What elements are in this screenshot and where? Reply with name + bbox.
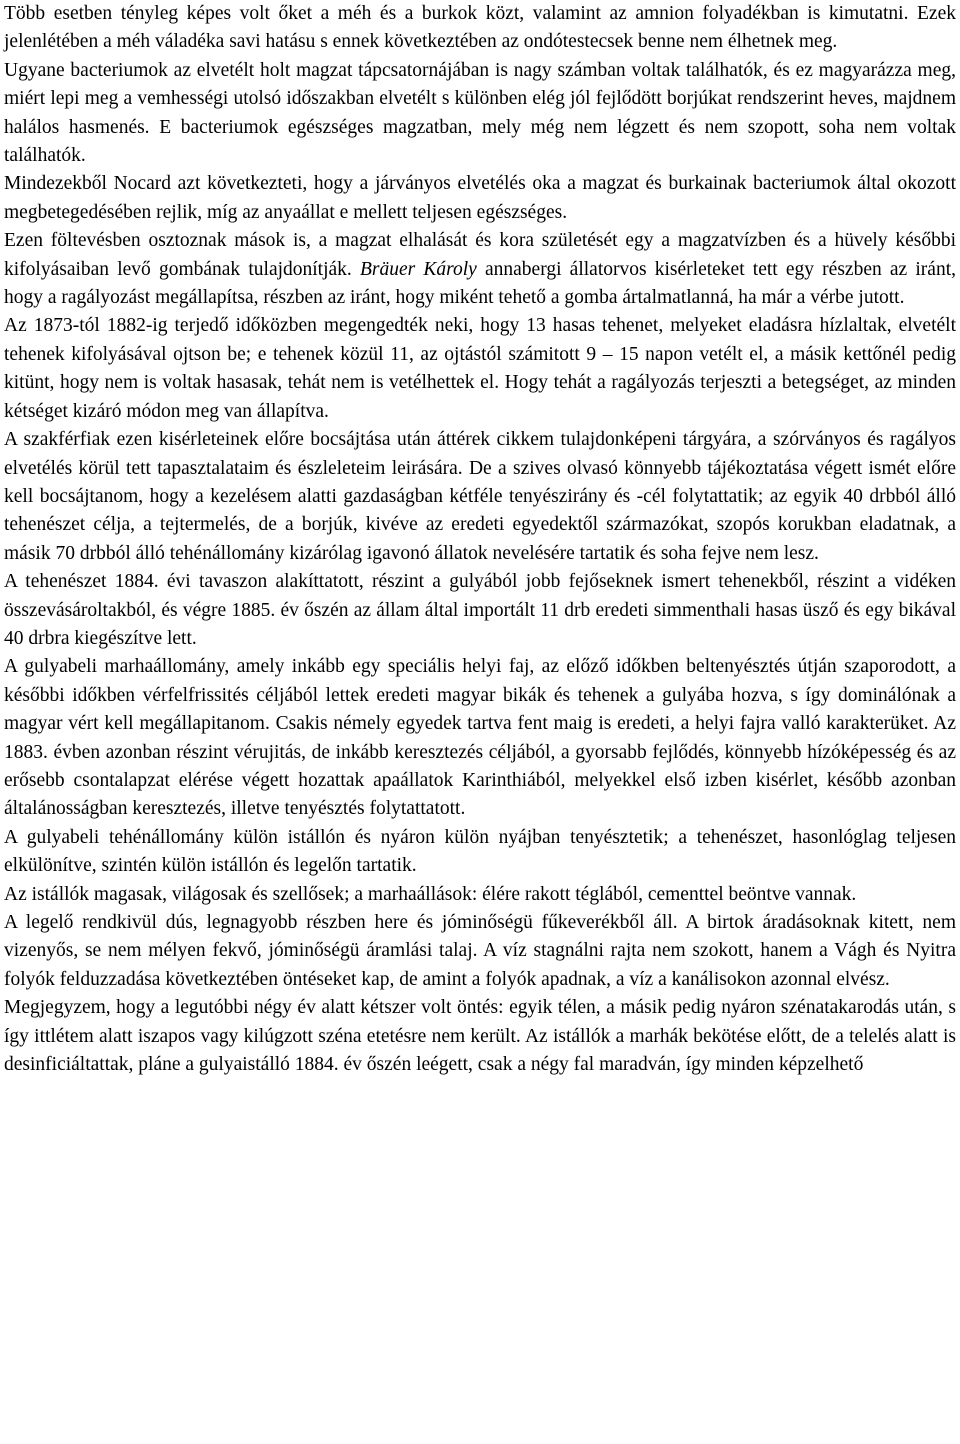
paragraph-text: annabergi állatorvos kisérleteket tett egy részben az iránt, hogy a ragályozást megállapítsa, részben az iránt, hogy miként tehető a gomba ártalmatlanná, ha már a vérbe jutott. <box>4 258 956 309</box>
paragraph-text: A gulyabeli tehénállomány külön istállón és nyáron külön nyájban tenyésztetik; a tehenészet, hasonlóglag teljesen elkülönítve, szintén külön istállón és legelőn tartatik. <box>4 826 956 877</box>
paragraph-text: A szakférfiak ezen kisérleteinek előre bocsájtása után áttérek cikkem tulajdonképeni tárgyára, a szórványos és ragályos elvetélés körül tett tapasztalataim és észleleteim leirására. De a szives olvasó könnyebb tájékoztatása végett ismét előre kell bocsájtanom, hogy a kezelésem alatti gazdaságban kétféle tenyészirány és -cél folytattatik; az egyik 40 drbból álló tehenészet célja, a tejtermelés, de a borjúk, kivéve az eredeti egyedektől származókat, szopós korukban eladatnak, a másik 70 drbból álló tehénállomány kizárólag igavonó állatok nevelésére tartatik és soha fejve nem lesz. <box>4 429 956 564</box>
paragraph <box>4 909 956 994</box>
paragraph <box>4 881 956 909</box>
paragraph-text: Ezen föltevésben osztoznak mások is, a magzat elhalását és kora születését egy a magzatvízben és a hüvely későbbi kifolyásaiban levő gombának tulajdonítják. <box>4 230 956 280</box>
paragraph <box>4 568 956 653</box>
paragraph <box>4 170 956 227</box>
paragraph-text: Mindezekből Nocard azt következteti, hogy a járványos elvetélés oka a magzat és burkainak bacteriumok által okozott megbetegedésében rejlik, míg az anyaállat e mellett teljesen egészséges. <box>4 173 956 223</box>
paragraph <box>4 227 956 312</box>
paragraph-text: A tehenészet 1884. évi tavaszon alakíttatott, részint a gulyából jobb fejőseknek ismert tehenekből, részint a vidéken összevásároltakból, és végre 1885. év őszén az állam által importált 11 drb eredeti simmenthali hasas üsző és egy bikával 40 drbra kiegészítve lett. <box>4 571 956 649</box>
paragraph-text: Több esetben tényleg képes volt őket a méh és a burkok közt, valamint az amnion folyadékban is kimutatni. Ezek jelenlétében a méh váladéka savi hatásu s ennek következtében az ondótestecsek benne nem élhetnek meg. <box>4 3 956 53</box>
paragraph-text: A gulyabeli marhaállomány, amely inkább egy speciális helyi faj, az előző időkben beltenyésztés útján szaporodott, a későbbi időkben vérfelfrissités céljából lettek eredeti magyar bikák és tehenek a gulyába hozva, s így dominálónak a magyar vért kell megállapitanom. Csakis némely egyedek tartva fent maig is eredeti, a helyi fajra valló karakterüket. Az 1883. évben azonban részint vérujitás, de inkább keresztezés céljából, a gyorsabb fejlődés, könnyebb hízóképesség és az erősebb csontalapzat elérése végett hozattak apaállatok Karinthiából, melyekkel első izben kisérlet, később azonban általánosságban keresztezés, illetve tenyésztés folytattatott. <box>4 656 956 820</box>
paragraph <box>4 312 956 426</box>
person-name-italic: Bräuer Károly <box>359 258 477 280</box>
paragraph-text: Az 1873-tól 1882-ig terjedő időközben megengedték neki, hogy 13 hasas tehenet, melyeket eladásra hízlaltak, elvetélt tehenek kifolyásával ojtson be; e tehenek közül 11, az ojtástól számitott 9 – 15 napon vetélt el, a másik kettőnél pedig kitünt, hogy nem is voltak hasasak, tehát nem is vetélhettek el. Hogy tehát a ragályozás terjeszti a betegséget, az minden kétséget kizáró módon meg van állapítva. <box>4 315 956 422</box>
paragraph <box>4 824 956 881</box>
paragraph-text: A legelő rendkivül dús, legnagyobb részben here és jóminőségü fűkeverékből áll. A birtok áradásoknak kitett, nem vizenyős, se nem mélyen fekvő, jóminőségü áramlási talaj. A víz stagnálni rajta nem szokott, hanem a Vágh és Nyitra folyók felduzzadása következtében öntéseket kap, de amint a folyók apadnak, a víz a kanálisokon azonnal elvész. <box>4 912 956 990</box>
paragraph <box>4 426 956 568</box>
paragraph <box>4 0 956 57</box>
paragraph <box>4 653 956 823</box>
paragraph <box>4 994 956 1079</box>
paragraph-text: Az istállók magasak, világosak és szellősek; a marhaállások: élére rakott téglából, cementtel beöntve vannak. <box>4 883 857 905</box>
paragraph-text: Megjegyzem, hogy a legutóbbi négy év alatt kétszer volt öntés: egyik télen, a másik pedig nyáron szénatakarodás után, s így ittlétem alatt iszapos vagy kilúgzott széna etetésre nem került. Az istállók a marhák bekötése előtt, de a telelés alatt is desinficiáltattak, pláne a gulyaistálló 1884. év őszén leégett, csak a négy fal maradván, így minden képzelhető <box>4 997 956 1076</box>
paragraph <box>4 57 956 171</box>
paragraph-text: Ugyane bacteriumok az elvetélt holt magzat tápcsatornájában is nagy számban voltak találhatók, és ez magyarázza meg, miért lepi meg a vemhességi utolsó időszakban elvetélt s különben elég jól fejlődött borjúkat rendszerint heves, majdnem halálos hasmenés. E bacteriumok egészséges magzatban, mely még nem légzett és nem szopott, soha nem voltak találhatók. <box>4 59 956 167</box>
